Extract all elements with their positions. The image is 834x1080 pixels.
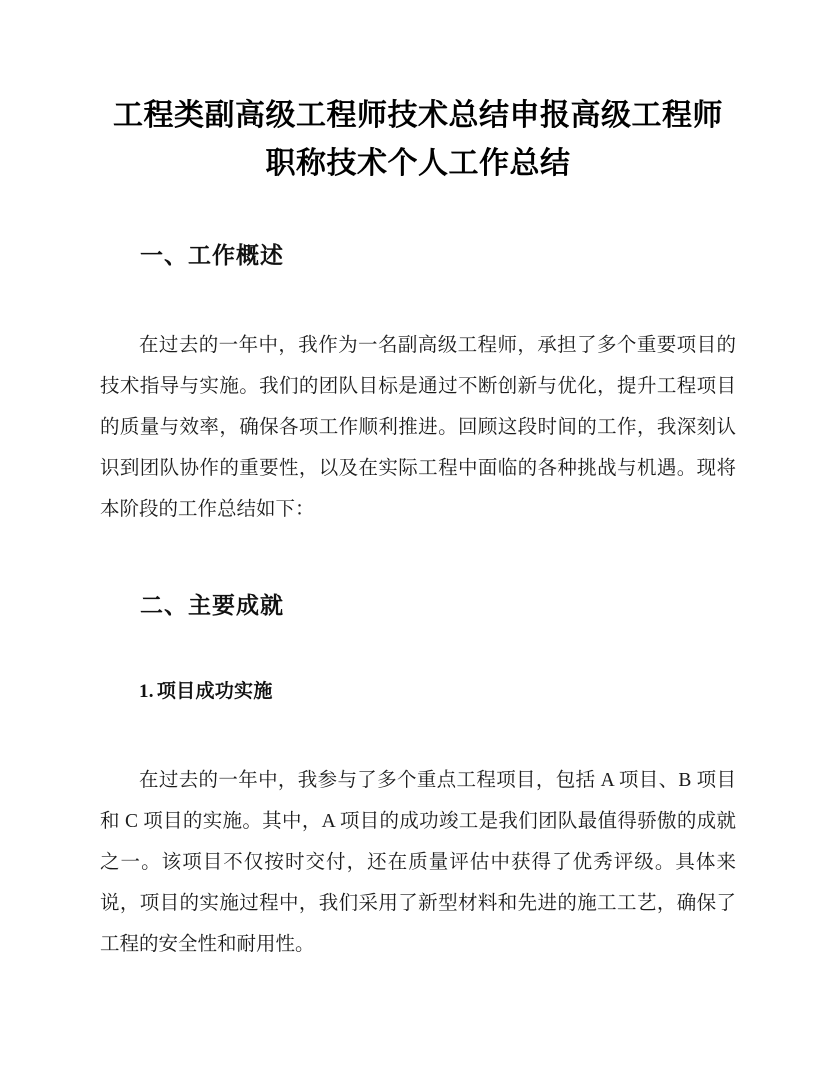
paragraph-project-implementation: 在过去的一年中，我参与了多个重点工程项目，包括 A 项目、B 项目和 C 项目的实施。其中，A 项目的成功竣工是我们团队最值得骄傲的成就之一。该项目不仅按时交付，还在质量评估中获得了优秀评级。具体来说，项目的实施过程中，我们采用了新型材料和先进的施工工艺，确保了工程的安全性和耐用性。: [100, 770, 736, 955]
paragraph-work-overview: 在过去的一年中，我作为一名副高级工程师，承担了多个重要项目的技术指导与实施。我们的团队目标是通过不断创新与优化，提升工程项目的质量与效率，确保各项工作顺利推进。回顾这段时间的工作，我深刻认识到团队协作的重要性，以及在实际工程中面临的各种挑战与机遇。现将本阶段的工作总结如下：: [100, 335, 736, 520]
subsection-heading-label: 项目成功实施: [156, 681, 273, 702]
section-heading-main-achievements: 二、主要成就: [140, 592, 284, 618]
document-title: 工程类副高级工程师技术总结申报高级工程师职称技术个人工作总结: [113, 99, 723, 180]
subsection-heading-project-implementation: [139, 678, 273, 706]
section-heading-work-overview: 一、工作概述: [140, 242, 284, 268]
subsection-number: 1.: [139, 681, 154, 702]
